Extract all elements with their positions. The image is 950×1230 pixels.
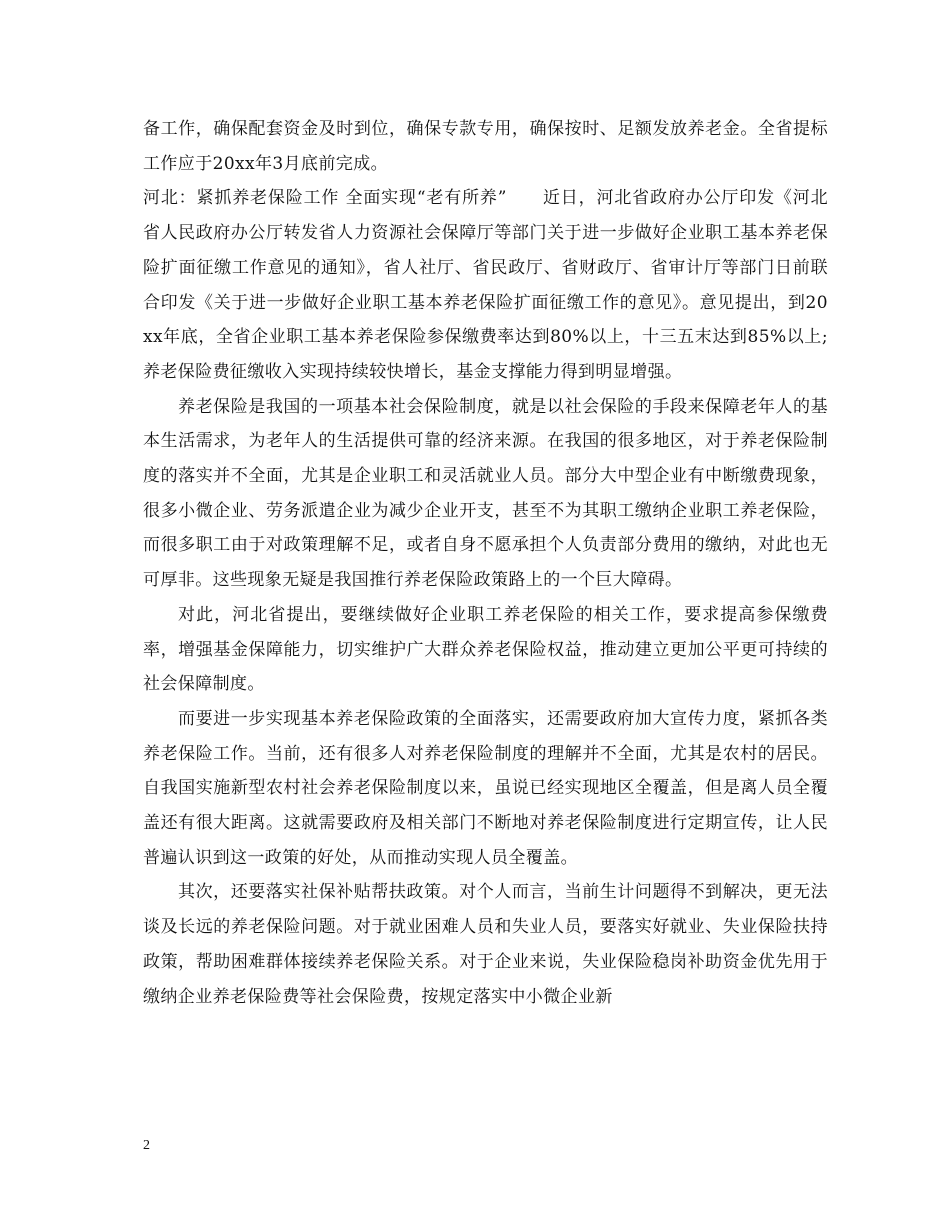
page-number: 2 — [143, 1138, 150, 1153]
document-body — [143, 112, 828, 1014]
paragraph-subsidy-policy: 其次，还要落实社保补贴帮扶政策。对个人而言，当前生计问题得不到解决，更无法谈及长远的养老保险问题。对于就业困难人员和失业人员，要落实好就业、失业保险扶持政策，帮助困难群体接续养老保险关系。对于企业来说，失业保险稳岗补助资金优先用于缴纳企业养老保险费等社会保险费，按规定落实中小微企业新 — [143, 882, 828, 1007]
paragraph-hebei-proposal: 对此，河北省提出，要继续做好企业职工养老保险的相关工作，要求提高参保缴费率，增强基金保障能力，切实维护广大群众养老保险权益，推动建立更加公平更可持续的社会保障制度。 — [143, 604, 828, 695]
paragraph-publicity: 而要进一步实现基本养老保险政策的全面落实，还需要政府加大宣传力度，紧抓各类养老保险工作。当前，还有很多人对养老保险制度的理解并不全面，尤其是农村的居民。自我国实施新型农村社会养老保险制度以来，虽说已经实现地区全覆盖，但是离人员全覆盖还有很大距离。这就需要政府及相关部门不断地对养老保险制度进行定期宣传，让人民普遍认识到这一政策的好处，从而推动实现人员全覆盖。 — [143, 708, 828, 868]
paragraph-continuation: 备工作，确保配套资金及时到位，确保专款专用，确保按时、足额发放养老金。全省提标工作应于20xx年3月底前完成。 — [143, 119, 828, 174]
paragraph-pension-overview: 养老保险是我国的一项基本社会保险制度，就是以社会保险的手段来保障老年人的基本生活需求，为老年人的生活提供可靠的经济来源。在我国的很多地区，对于养老保险制度的落实并不全面，尤其是企业职工和灵活就业人员。部分大中型企业有中断缴费现象，很多小微企业、劳务派遣企业为减少企业开支，甚至不为其职工缴纳企业职工养老保险，而很多职工由于对政策理解不足，或者自身不愿承担个人负责部分费用的缴纳，对此也无可厚非。这些现象无疑是我国推行养老保险政策路上的一个巨大障碍。 — [143, 396, 828, 591]
paragraph-hebei-news: 河北：紧抓养老保险工作 全面实现“老有所养” 近日，河北省政府办公厅印发《河北省人民政府办公厅转发省人力资源社会保障厅等部门关于进一步做好企业职工基本养老保险扩面征缴工作意见的通知》，省人社厅、省民政厅、省财政厅、省审计厅等部门日前联合印发《关于进一步做好企业职工基本养老保险扩面征缴工作的意见》。意见提出，到20xx年底，全省企业职工基本养老保险参保缴费率达到80%以上，十三五末达到85%以上;养老保险费征缴收入实现持续较快增长，基金支撑能力得到明显增强。 — [143, 188, 828, 382]
